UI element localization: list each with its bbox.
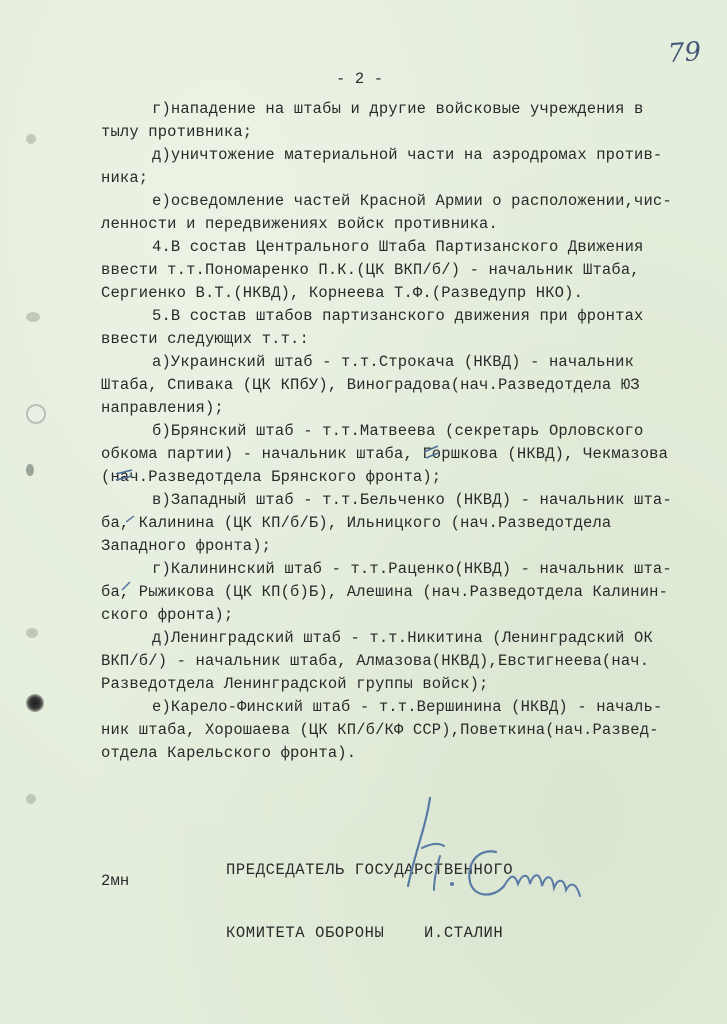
text-line: ского фронта); [101,606,234,624]
text-line: Западного фронта); [101,537,272,555]
text-line: ввести т.т.Пономаренко П.К.(ЦК ВКП/б/) - начальник Штаба, [101,261,640,279]
document-body [0,98,727,778]
text-line: направления); [101,399,224,417]
text-line: (нач.Разведотдела Брянского фронта); [101,468,442,486]
text-line: ника; [101,169,149,187]
text-line: е)осведомление частей Красной Армии о расположении,чис- [152,192,672,210]
binding-hole-mark [26,312,40,322]
binding-hole-mark [26,628,38,638]
text-line: а)Украинский штаб - т.т.Строкача (НКВД) - начальник [152,353,635,371]
binding-hole-mark [26,134,36,144]
text-line: г)нападение на штабы и другие войсковые учреждения в [152,100,644,118]
text-line: ВКП/б/) - начальник штаба, Алмазова(НКВД),Евстигнеева(нач. [101,652,650,670]
binding-hole-mark [26,794,36,804]
reference-code: 2мн [101,872,130,890]
binding-hole-mark [26,404,46,424]
text-line: 5.В состав штабов партизанского движения при фронтах [152,307,644,325]
text-line: д)Ленинградский штаб - т.т.Никитина (Ленинградский ОК [152,629,653,647]
text-line: ба, Рыжикова (ЦК КП(б)Б), Алешина (нач.Разведотдела Калинин- [101,583,669,601]
text-line: тылу противника; [101,123,253,141]
text-line: ник штаба, Хорошаева (ЦК КП/б/КФ ССР),Поветкина(нач.Развед- [101,721,659,739]
text-line: д)уничтожение материальной части на аэродромах против- [152,146,663,164]
text-line: ленности и передвижениях войск противника. [101,215,498,233]
text-line: г)Калининский штаб - т.т.Раценко(НКВД) - начальник шта- [152,560,672,578]
page-number: - 2 - [336,70,384,88]
archive-page-number: 79 [666,36,703,70]
text-line: ба, Калинина (ЦК КП/б/Б), Ильницкого (нач.Разведотдела [101,514,612,532]
text-line: ввести следующих т.т.: [101,330,309,348]
text-line: Разведотдела Ленинградской группы войск); [101,675,489,693]
handwritten-signature [400,786,600,936]
text-line: б)Брянский штаб - т.т.Матвеева (секретарь Орловского [152,422,644,440]
binding-hole-mark [26,694,44,712]
text-line: Штаба, Спивака (ЦК КПбУ), Виноградова(нач.Разведотдела ЮЗ [101,376,640,394]
binding-hole-mark [26,464,34,476]
signature-title-line-1: ПРЕДСЕДАТЕЛЬ ГОСУДАРСТВЕННОГО [226,861,514,879]
text-line: отдела Карельского фронта). [101,744,357,762]
text-line: обкома партии) - начальник штаба, Горшкова (НКВД), Чекмазова [101,445,669,463]
text-line: 4.В состав Центрального Штаба Партизанского Движения [152,238,644,256]
text-line: Сергиенко В.Т.(НКВД), Корнеева Т.Ф.(Разведупр НКО). [101,284,584,302]
text-line: в)Западный штаб - т.т.Бельченко (НКВД) - начальник шта- [152,491,672,509]
text-line: е)Карело-Финский штаб - т.т.Вершинина (НКВД) - началь- [152,698,663,716]
signature-title-line-2: КОМИТЕТА ОБОРОНЫ И.СТАЛИН [226,924,504,942]
